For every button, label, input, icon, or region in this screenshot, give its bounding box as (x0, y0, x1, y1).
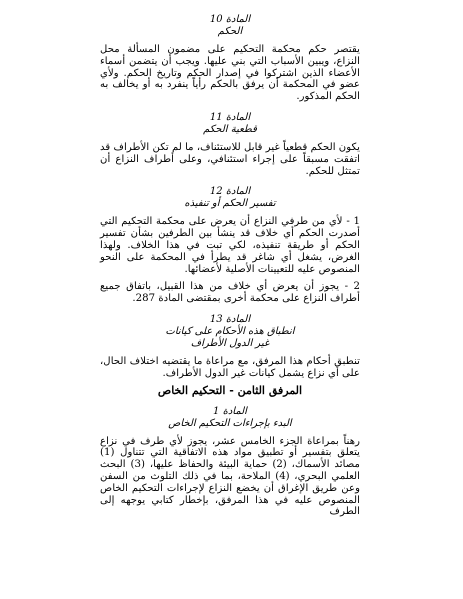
article-12-number: المادة 12 (209, 186, 251, 198)
article-10-text: يقتصر حكم محكمة التحكيم على مضمون المسألة محل النزاع، ويبين الأسباب التي بني عليها. ويجب أن يتضمن أسماء الأعضاء الذين اشتركوا في إصدار الحكم وتاريخ الحكم. ولأي عضو في المحكمة أن يرفق بالحكم رأياً ينفرد به أو يخالف به الحكم المذكور. (100, 44, 360, 103)
document-page (100, 14, 360, 518)
article-12-paragraph-1: 1 - لأي من طرفي النزاع أن يعرض على محكمة التحكيم التي أصدرت الحكم أي خلاف قد ينشأ بين الطرفين بشأن تفسير الحكم أو طريقة تنفيذه، لكي تبت في هذا الخلاف. ولهذا الغرض، يشغل أي شاغر قد يطرأ في المحكمة على النحو المنصوص عليه للتعيينات الأصلية لأعضائها. (100, 216, 360, 275)
annex-article-1-title: البدء بإجراءات التحكيم الخاص (168, 417, 292, 429)
article-11-title: قطعية الحكم (203, 123, 257, 135)
article-10-number: المادة 10 (209, 14, 251, 25)
article-11-number: المادة 11 (209, 111, 251, 123)
annex-article-1-number: المادة 1 (213, 405, 247, 417)
article-13-number: المادة 13 (209, 313, 251, 325)
article-10-title: الحكم (217, 26, 243, 37)
article-13-text: تنطبق أحكام هذا المرفق، مع مراعاة ما يقتضيه اختلاف الحال، على أي نزاع يشمل كيانات غير الدول الأطراف. (100, 355, 360, 379)
article-11-text: يكون الحكم قطعياً غير قابل للاستئناف، ما لم تكن الأطراف قد اتفقت مسبقاً على إجراء استئنافي، وعلى أطراف النزاع أن تمتثل للحكم. (100, 141, 360, 177)
article-13-title-line-2: غير الدول الأطراف (190, 337, 270, 349)
article-13-title-line-1: انطباق هذه الأحكام على كيانات (165, 325, 295, 337)
annex-title: المرفق الثامن - التحكيم الخاص (157, 383, 303, 397)
article-12-title: تفسير الحكم أو تنفيذه (184, 198, 276, 210)
annex-article-1-text: رهناً بمراعاة الجزء الخامس عشر، يجوز لأي طرف في نزاع يتعلق بتفسير أو تطبيق مواد هذه الاتفاقية التي تتناول (1) مصائد الأسماك، (2) حماية البيئة والحفاظ عليها، (3) البحث العلمي البحري، (4) الملاحة، بما في ذلك التلوث من السفن وعن طريق الإغراق أن يخضع النزاع لإجراءات التحكيم الخاص المنصوص عليه في هذا المرفق، بإخطار كتابي يوجهه إلى الطرف (100, 435, 360, 518)
article-12-paragraph-2: 2 - يجوز أن يعرض أي خلاف من هذا القبيل، باتفاق جميع أطراف النزاع على محكمة أخرى بمقتضى المادة 287. (100, 281, 360, 305)
